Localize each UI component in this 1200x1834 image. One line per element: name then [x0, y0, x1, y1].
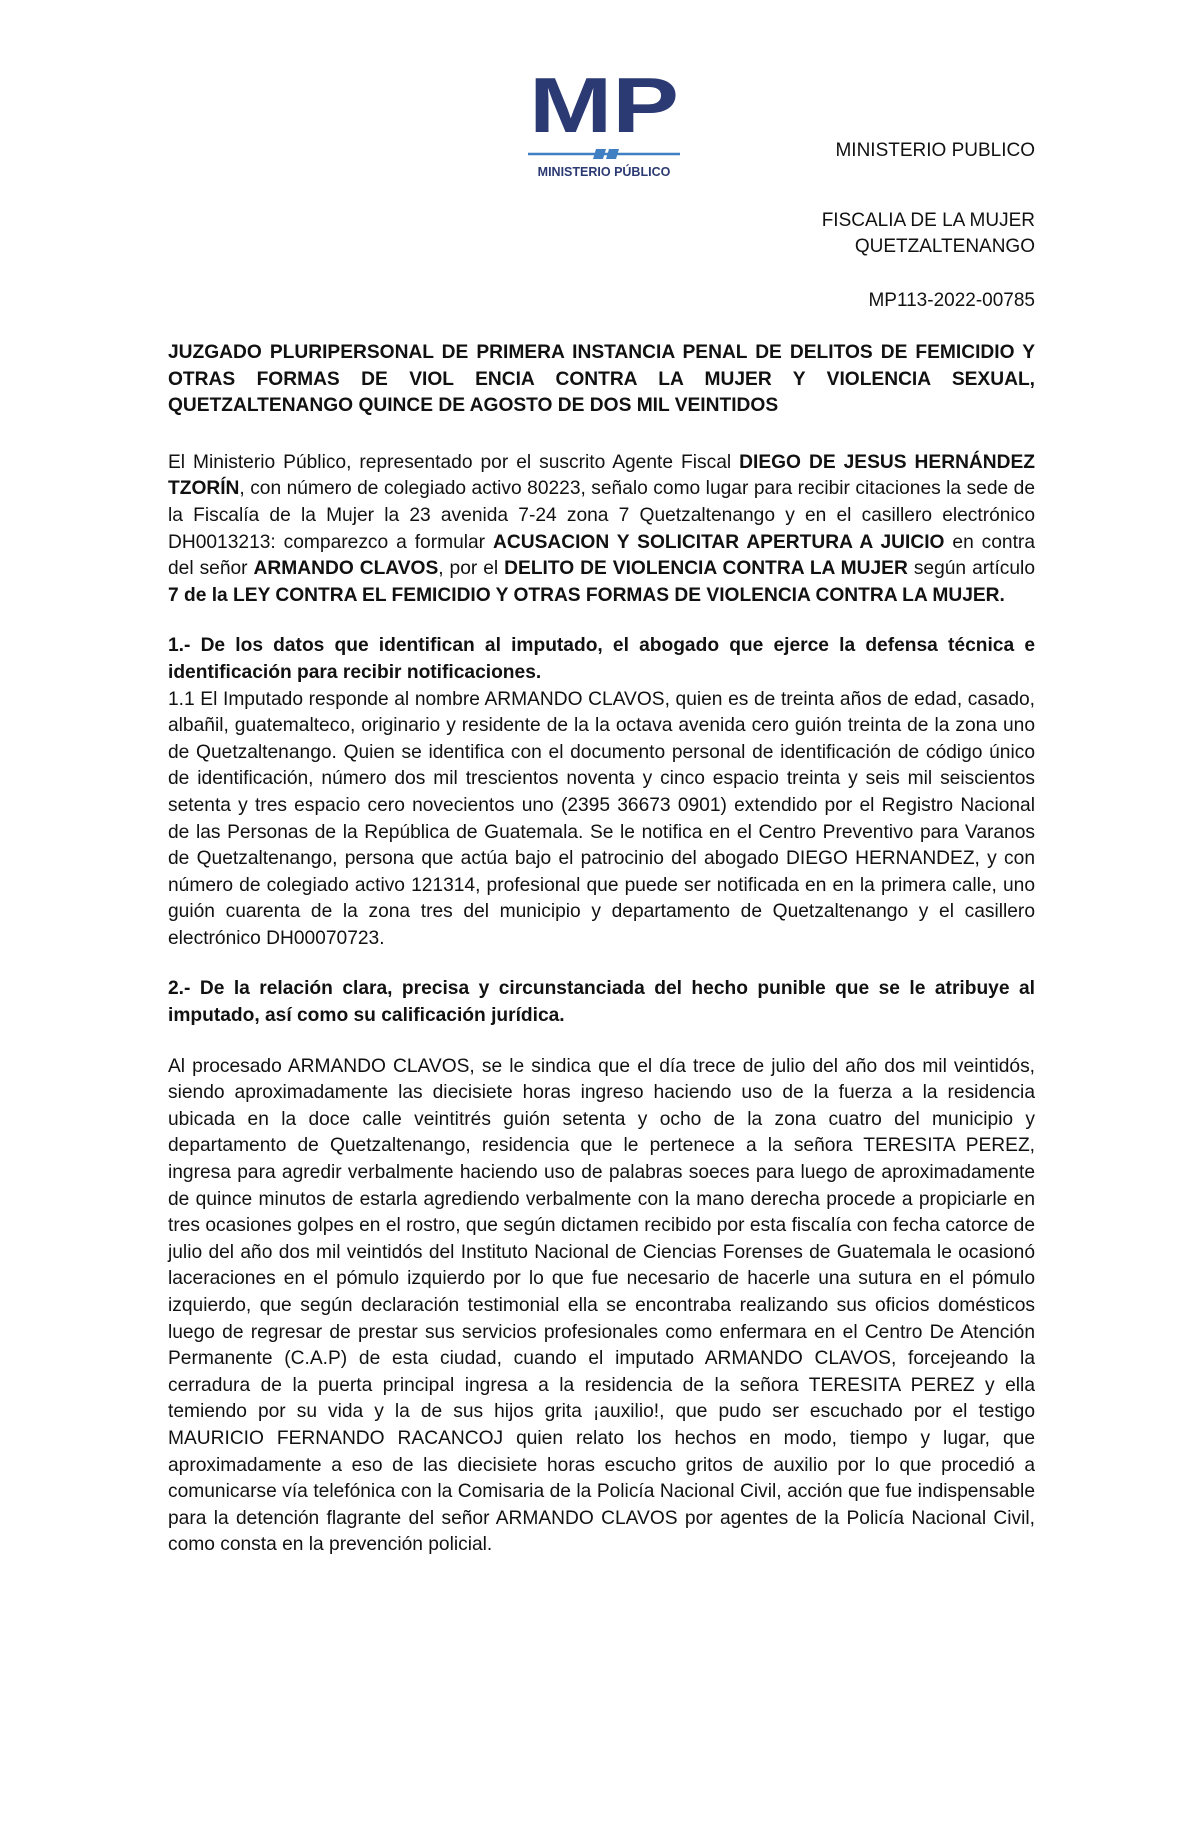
section-1-body: 1.1 El Imputado responde al nombre ARMANDO CLAVOS, quien es de treinta años de edad, casado, albañil, guatemalteco, originario y residente de la la octava avenida cero guión treinta de la zona uno de Quetzaltenango. Quien se identifica con el documento personal de identificación de código único de identificación, número dos mil trescientos noventa y cinco espacio treinta y seis mil seiscientos setenta y tres espacio cero novecientos uno (2395 36673 0901) extendido por el Registro Nacional de las Personas de la República de Guatemala. Se le notifica en el Centro Preventivo para Varanos de Quetzaltenango, persona que actúa bajo el patrocinio del abogado DIEGO HERNANDEZ, y con número de colegiado activo 121314, profesional que puede ser notificada en en la primera calle, uno guión cuarenta de la zona tres del municipio y departamento de Quetzaltenango y el casillero electrónico DH00070723. — [168, 688, 1035, 949]
case-number: MP113-2022-00785 — [868, 290, 1035, 311]
office-line-2: QUETZALTENANGO — [854, 236, 1035, 257]
law-reference: 7 de la LEY CONTRA EL FEMICIDIO Y OTRAS FORMAS DE VIOLENCIA CONTRA LA MUJER. — [168, 584, 1005, 606]
intro-text-1: El Ministerio Público, representado por el suscrito Agente Fiscal — [168, 451, 740, 473]
logo-letters: MP — [529, 76, 679, 149]
crime-name: DELITO DE VIOLENCIA CONTRA LA MUJER — [504, 558, 908, 580]
document-body — [168, 340, 1035, 1559]
section-2-heading: 2.- De la relación clara, precisa y circunstanciada del hecho punible que se le atribuye al imputado, así como su calificación jurídica. — [168, 978, 1035, 1027]
accused-name: ARMANDO CLAVOS — [253, 558, 439, 580]
section-1-heading: 1.- De los datos que identifican al imputado, el abogado que ejerce la defensa técnica e identificación para recibir notificaciones. — [168, 635, 1035, 683]
intro-text-2: , con número de colegiado activo 80223, señalo como lugar para recibir citaciones la sede de la Fiscalía de la Mujer la 23 avenida 7-24 zona 7 Quetzaltenango y en el casillero electrónico DH0013213: comparezco a formular — [168, 478, 1035, 553]
intro-text-4: , por el — [438, 558, 505, 580]
action-text: ACUSACION Y SOLICITAR APERTURA A JUICIO — [493, 531, 945, 553]
institution-name: MINISTERIO PUBLICO — [835, 140, 1035, 161]
agent-name: DIEGO DE JESUS HERNÁNDEZ TZORÍN — [168, 451, 1036, 500]
court-heading: JUZGADO PLURIPERSONAL DE PRIMERA INSTANCIA PENAL DE DELITOS DE FEMICIDIO Y OTRAS FORMAS DE VIOL ENCIA CONTRA LA MUJER Y VIOLENCIA SEXUAL, QUETZALTENANGO QUINCE DE AGOSTO DE DOS MIL VEINTIDOS — [168, 342, 1035, 417]
office-line-1: FISCALIA DE LA MUJER — [821, 210, 1035, 231]
ministerio-publico-logo — [520, 76, 688, 184]
intro-text-5: según artículo — [907, 558, 1035, 580]
intro-paragraph — [168, 450, 1035, 610]
logo-caption: MINISTERIO PÚBLICO — [537, 165, 671, 179]
intro-text-3: en contra del señor — [168, 531, 1035, 580]
office-name — [822, 208, 1035, 260]
section-2-body: Al procesado ARMANDO CLAVOS, se le sindica que el día trece de julio del año dos mil veintidós, siendo aproximadamente las diecisiete horas ingreso haciendo uso de la fuerza a la residencia ubicada en la doce calle veintitrés guión setenta y ocho de la zona cuatro del municipio y departamento de Quetzaltenango, residencia que le pertenece a la señora TERESITA PEREZ, ingresa para agredir verbalmente haciendo uso de palabras soeces para luego de aproximadamente de quince minutos de estarla agrediendo verbalmente con la mano derecha procede a propiciarle en tres ocasiones golpes en el rostro, que según dictamen recibido por esta fiscalía con fecha catorce de julio del año dos mil veintidós del Instituto Nacional de Ciencias Forenses de Guatemala le ocasionó laceraciones en el pómulo izquierdo por lo que fue necesario de hacerle una sutura en el pómulo izquierdo, que según declaración testimonial ella se encontraba realizando sus oficios domésticos luego de regresar de prestar sus servicios profesionales como enfermara en el Centro De Atención Permanente (C.A.P) de esta ciudad, cuando el imputado ARMANDO CLAVOS, forcejeando la cerradura de la puerta principal ingresa a la residencia de la señora TERESITA PEREZ y ella temiendo por su vida y la de sus hijos grita ¡auxilio!, que pudo ser escuchado por el testigo MAURICIO FERNANDO RACANCOJ quien relato los hechos en modo, tiempo y lugar, que aproximadamente a eso de las diecisiete horas escucho gritos de auxilio por lo que procedió a comunicarse vía telefónica con la Comisaria de la Policía Nacional Civil, acción que fue indispensable para la detención flagrante del señor ARMANDO CLAVOS por agentes de la Policía Nacional Civil, como consta en la prevención policial. — [168, 1055, 1035, 1556]
